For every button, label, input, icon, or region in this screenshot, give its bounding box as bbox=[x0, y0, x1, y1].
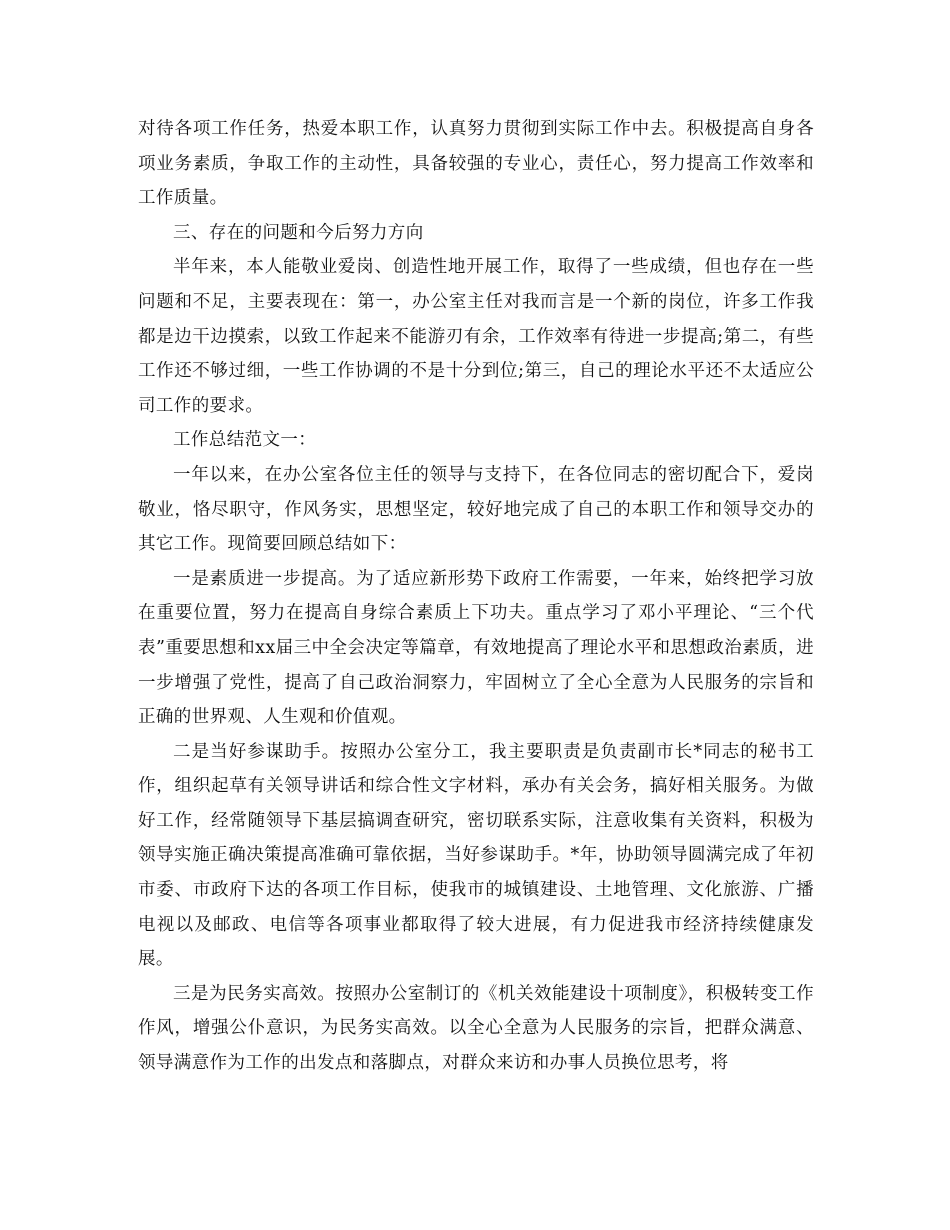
paragraph-intro: 一年以来，在办公室各位主任的领导与支持下，在各位同志的密切配合下，爱岗敬业，恪尽职守，作风务实，思想坚定，较好地完成了自己的本职工作和领导交办的其它工作。现简要回顾总结如下： bbox=[138, 464, 814, 555]
paragraph-advisor: 二是当好参谋助手。按照办公室分工，我主要职责是负责副市长*同志的秘书工作，组织起草有关领导讲话和综合性文字材料，承办有关会务，搞好相关服务。为做好工作，经常随领导下基层搞调查研究，密切联系实际，注意收集有关资料，积极为领导实施正确决策提高准确可靠依据，当好参谋助手。*年，协助领导圆满完成了年初市委、市政府下达的各项工作目标，使我市的城镇建设、土地管理、文化旅游、广播电视以及邮政、电信等各项事业都取得了较大进展，有力促进我市经济持续健康发展。 bbox=[138, 741, 814, 970]
paragraph-efficiency: 三是为民务实高效。按照办公室制订的《机关效能建设十项制度》，积极转变工作作风，增强公仆意识，为民务实高效。以全心全意为人民服务的宗旨，把群众满意、领导满意作为工作的出发点和落脚点，对群众来访和办事人员换位思考，将 bbox=[138, 983, 814, 1074]
paragraph-work-attitude: 对待各项工作任务，热爱本职工作，认真努力贯彻到实际工作中去。积极提高自身各项业务素质，争取工作的主动性，具备较强的专业心，责任心，努力提高工作效率和工作质量。 bbox=[138, 119, 814, 209]
paragraph-quality: 一是素质进一步提高。为了适应新形势下政府工作需要，一年来，始终把学习放在重要位置，努力在提高自身综合素质上下功夫。重点学习了邓小平理论、“三个代表”重要思想和xx届三中全会决定等篇章，有效地提高了理论水平和思想政治素质，进一步增强了党性，提高了自己政治洞察力，牢固树立了全心全意为人民服务的宗旨和正确的世界观、人生观和价值观。 bbox=[138, 568, 814, 728]
paragraph-problems: 半年来，本人能敬业爱岗、创造性地开展工作，取得了一些成绩，但也存在一些问题和不足，主要表现在：第一，办公室主任对我而言是一个新的岗位，许多工作我都是边干边摸索，以致工作起来不能游刃有余，工作效率有待进一步提高;第二，有些工作还不够过细，一些工作协调的不是十分到位;第三，自己的理论水平还不太适应公司工作的要求。 bbox=[138, 257, 814, 416]
section-heading-problems: 三、存在的问题和今后努力方向 bbox=[173, 222, 424, 243]
document-page bbox=[138, 112, 814, 1081]
section-heading-sample: 工作总结范文一： bbox=[173, 430, 317, 451]
